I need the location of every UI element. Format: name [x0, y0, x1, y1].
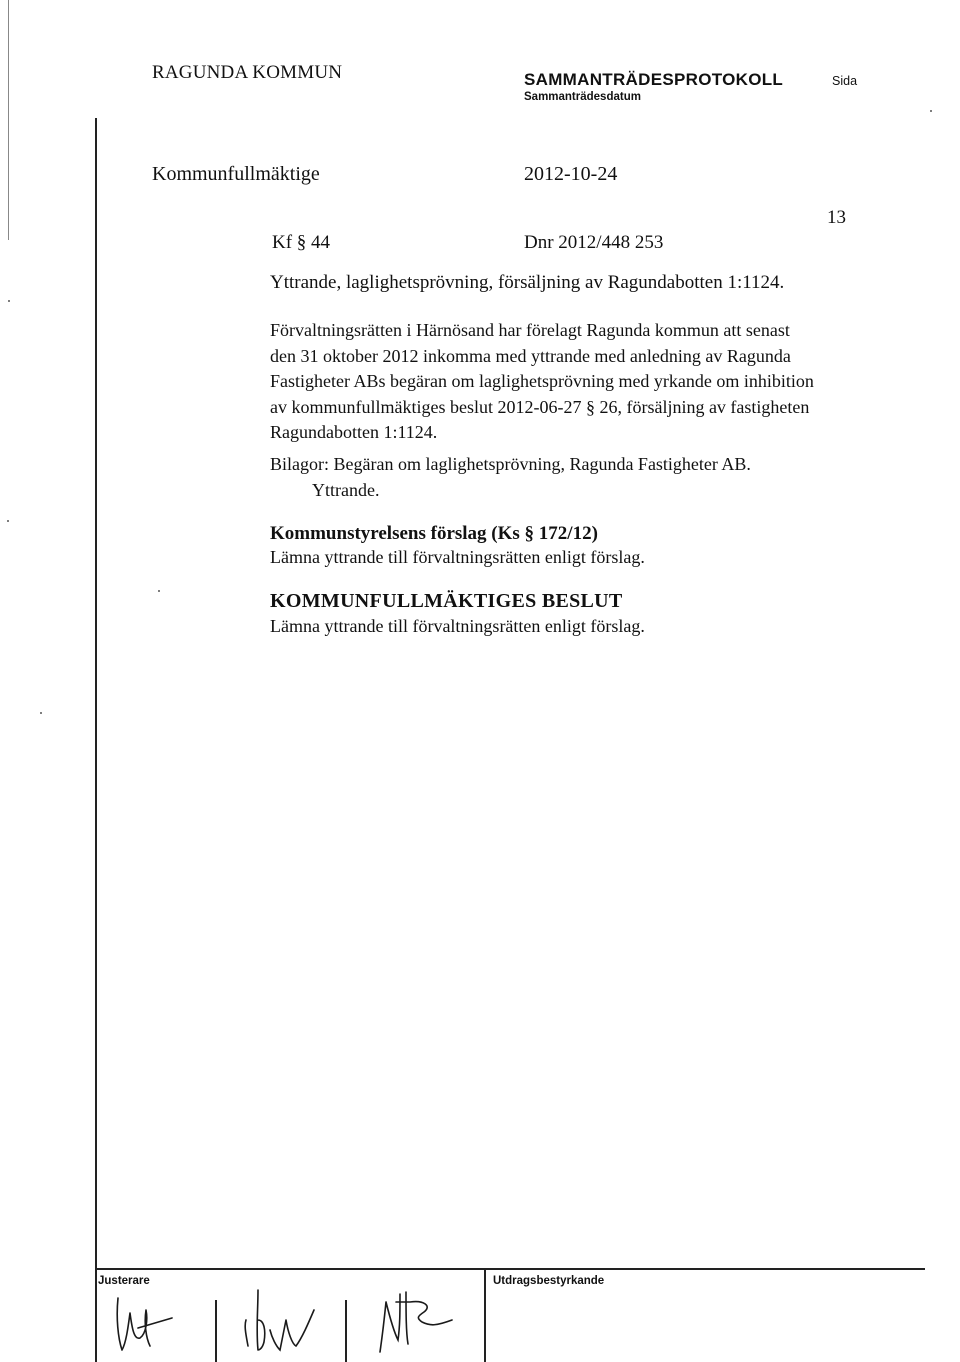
footer-rule	[95, 1268, 925, 1270]
scan-speck	[40, 712, 42, 714]
meeting-date: 2012-10-24	[524, 163, 618, 185]
attachments-line: Yttrande.	[312, 479, 380, 500]
proposal-text: Lämna yttrande till förvaltningsrätten enligt förslag.	[270, 547, 645, 567]
footer-divider	[484, 1268, 486, 1362]
footer-divider	[215, 1300, 217, 1362]
body-line: den 31 oktober 2012 inkomma med yttrande med anledning av Ragunda	[270, 345, 791, 366]
signature-2	[236, 1280, 326, 1358]
body-line: Förvaltningsrätten i Härnösand har förelagt Ragunda kommun att senast	[270, 320, 790, 340]
decision-heading: KOMMUNFULLMÄKTIGES BESLUT	[270, 590, 623, 612]
meeting-date-label: Sammanträdesdatum	[524, 91, 641, 103]
scan-speck	[8, 300, 10, 302]
footer-divider	[345, 1300, 347, 1362]
meeting-body: Kommunfullmäktige	[152, 163, 320, 185]
page-number: 13	[827, 207, 846, 228]
attachments-line: Bilagor: Begäran om laglighetsprövning, Ragunda Fastigheter AB.	[270, 454, 751, 474]
signature-1	[110, 1288, 190, 1358]
signature-3	[366, 1282, 462, 1358]
page-label: Sida	[832, 74, 858, 88]
item-body-paragraph	[270, 318, 860, 446]
scan-speck	[158, 590, 160, 592]
scan-speck	[930, 110, 932, 112]
body-line: av kommunfullmäktiges beslut 2012-06-27 § 26, försäljning av fastigheten	[270, 396, 810, 417]
scan-edge-line	[8, 0, 9, 240]
item-title: Yttrande, laglighetsprövning, försäljning av Ragundabotten 1:1124.	[270, 272, 785, 293]
body-line: Fastigheter ABs begäran om laglighetsprövning med yrkande om inhibition	[270, 371, 814, 391]
left-margin-rule	[95, 118, 97, 1362]
organization-name: RAGUNDA KOMMUN	[152, 62, 343, 83]
section-number: Kf § 44	[272, 232, 331, 253]
scan-speck	[7, 520, 9, 522]
extract-certification-label: Utdragsbestyrkande	[493, 1275, 605, 1287]
decision-text: Lämna yttrande till förvaltningsrätten enligt förslag.	[270, 616, 645, 636]
document-type: SAMMANTRÄDESPROTOKOLL	[524, 70, 784, 89]
body-line: Ragundabotten 1:1124.	[270, 422, 438, 442]
attachments	[270, 452, 830, 503]
proposal-heading: Kommunstyrelsens förslag (Ks § 172/12)	[270, 523, 598, 544]
signers-label: Justerare	[98, 1275, 150, 1287]
diary-number: Dnr 2012/448 253	[524, 232, 664, 253]
